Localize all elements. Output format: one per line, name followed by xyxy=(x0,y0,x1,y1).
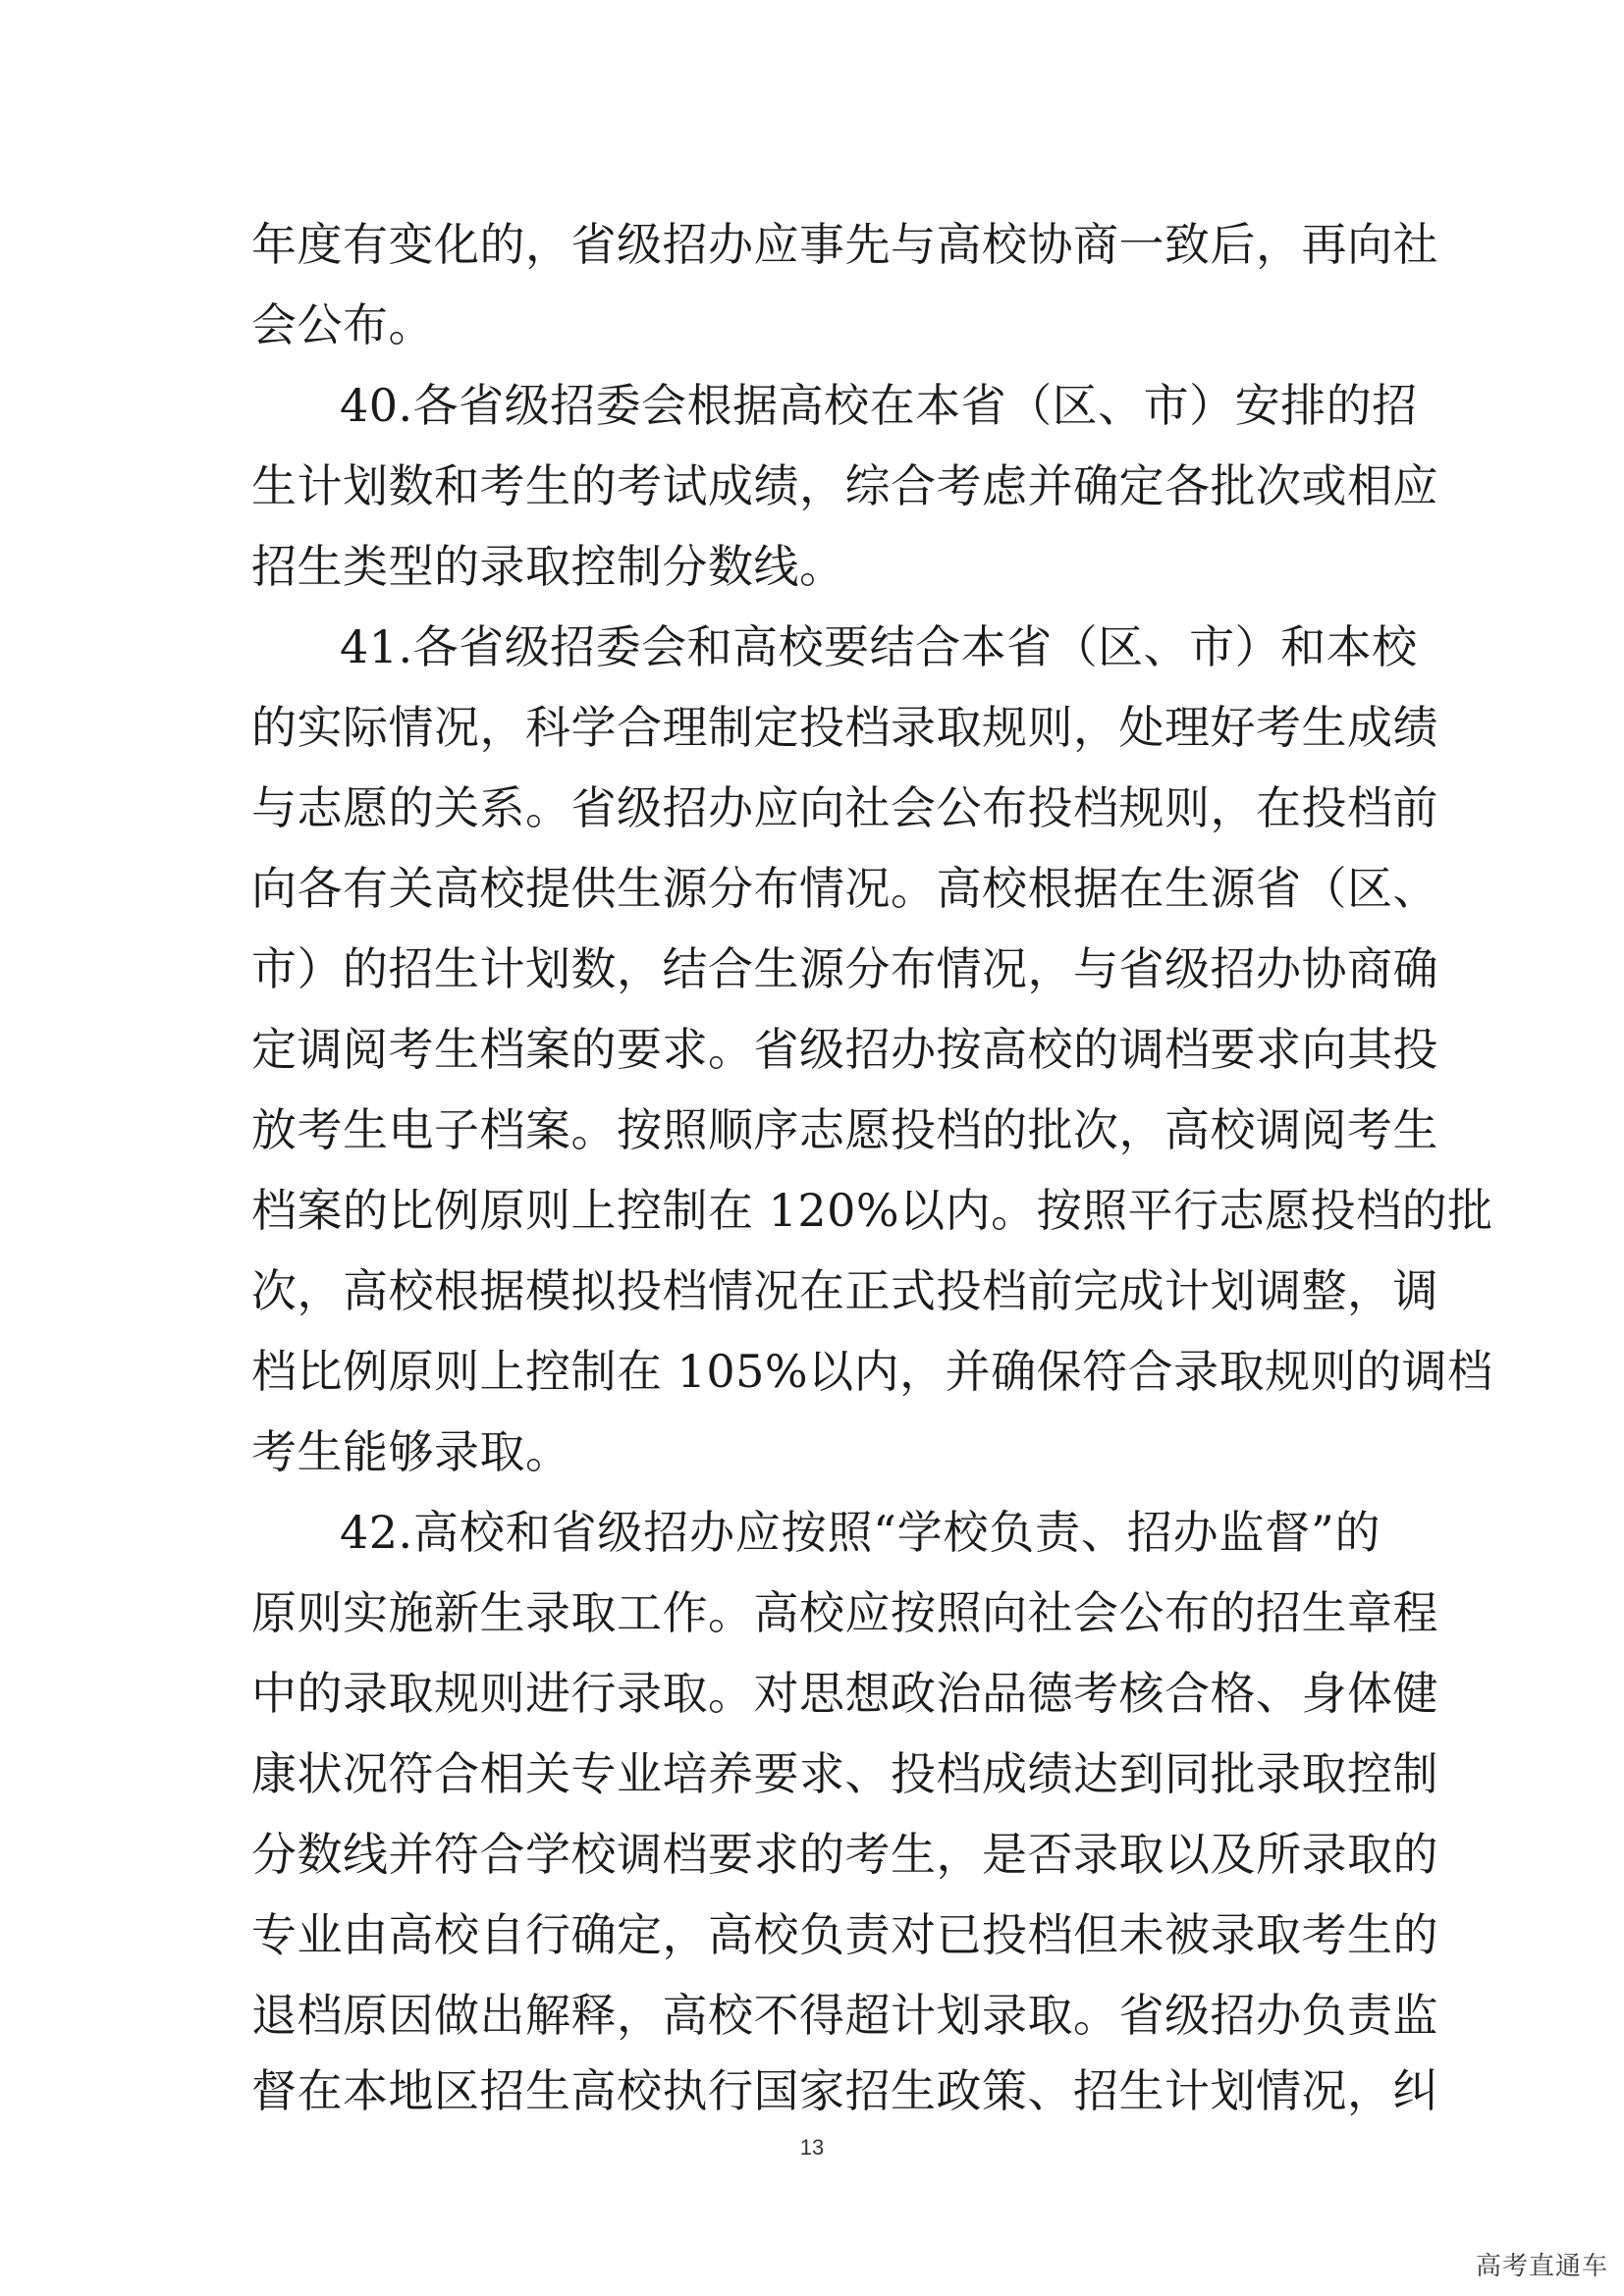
paragraph-41-line: 41.各省级招委会和高校要结合本省（区、市）和本校 xyxy=(340,620,1418,673)
text-line: 考生能够录取。 xyxy=(251,1425,571,1478)
text-line: 档比例原则上控制在 105%以内，并确保符合录取规则的调档 xyxy=(251,1345,1493,1398)
page-number: 13 xyxy=(799,2135,825,2160)
text-line: 向各有关高校提供生源分布情况。高校根据在生源省（区、 xyxy=(251,862,1438,915)
paragraph-40-line: 40.各省级招委会根据高校在本省（区、市）安排的招 xyxy=(340,379,1418,432)
text-line: 档案的比例原则上控制在 120%以内。按照平行志愿投档的批 xyxy=(251,1184,1493,1237)
text-line: 生计划数和考生的考试成绩，综合考虑并确定各批次或相应 xyxy=(251,459,1438,512)
text-line: 招生类型的录取控制分数线。 xyxy=(251,540,845,593)
text-line: 次，高校根据模拟投档情况在正式投档前完成计划调整，调 xyxy=(251,1264,1438,1317)
text-line: 的实际情况，科学合理制定投档录取规则，处理好考生成绩 xyxy=(251,701,1438,754)
text-line: 退档原因做出解释，高校不得超计划录取。省级招办负责监 xyxy=(251,1989,1438,2042)
text-line: 原则实施新生录取工作。高校应按照向社会公布的招生章程 xyxy=(251,1586,1438,1639)
text-line: 督在本地区招生高校执行国家招生政策、招生计划情况，纠 xyxy=(251,2064,1438,2117)
watermark-logo: 高考直通车 xyxy=(1475,2252,1608,2281)
text-line: 康状况符合相关专业培养要求、投档成绩达到同批录取控制 xyxy=(251,1747,1438,1800)
text-line: 分数线并符合学校调档要求的考生，是否录取以及所录取的 xyxy=(251,1828,1438,1881)
text-line: 定调阅考生档案的要求。省级招办按高校的调档要求向其投 xyxy=(251,1023,1438,1076)
text-line: 与志愿的关系。省级招办应向社会公布投档规则，在投档前 xyxy=(251,781,1438,834)
text-line: 放考生电子档案。按照顺序志愿投档的批次，高校调阅考生 xyxy=(251,1103,1438,1156)
text-line: 中的录取规则进行录取。对思想政治品德考核合格、身体健 xyxy=(251,1667,1438,1720)
text-line: 年度有变化的，省级招办应事先与高校协商一致后，再向社 xyxy=(251,218,1438,271)
text-line: 市）的招生计划数，结合生源分布情况，与省级招办协商确 xyxy=(251,942,1438,995)
text-line: 专业由高校自行确定，高校负责对已投档但未被录取考生的 xyxy=(251,1908,1438,1961)
paragraph-42-line: 42.高校和省级招办应按照“学校负责、招办监督”的 xyxy=(340,1506,1380,1559)
text-line: 会公布。 xyxy=(251,298,434,351)
